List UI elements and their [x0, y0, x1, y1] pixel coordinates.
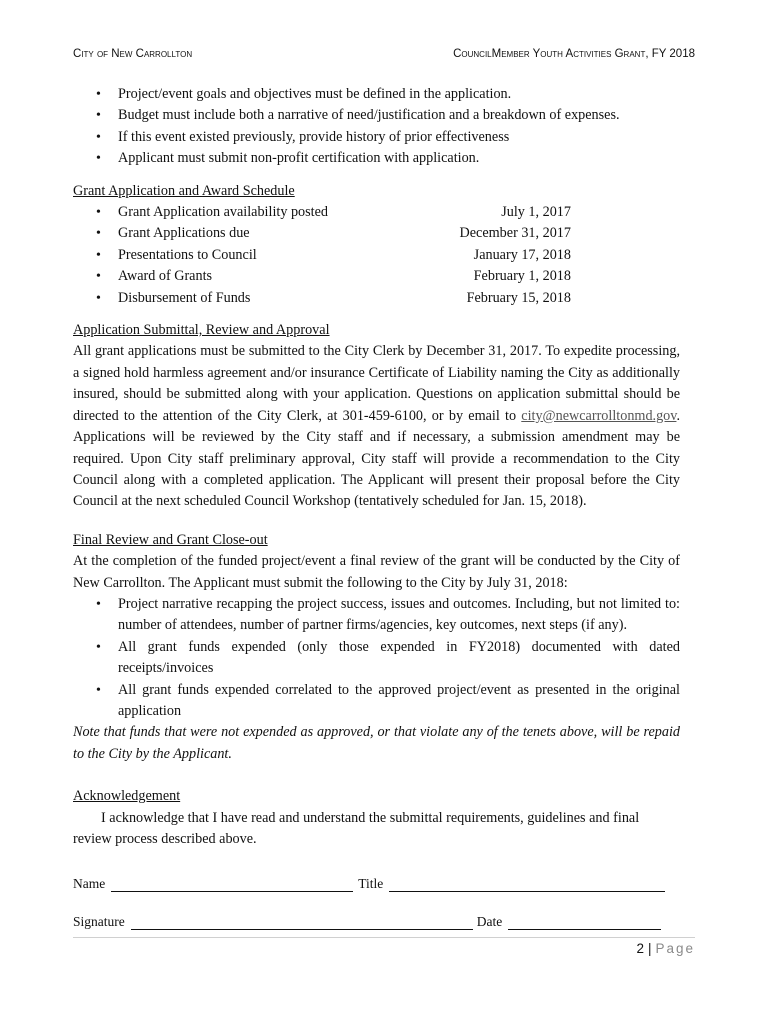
field-row	[73, 872, 680, 892]
final-review-intro: At the completion of the funded project/event a final review of the grant will be conducted by the City of New Carrollton. The Applicant must submit the following to the City by July 31, 2018:	[73, 553, 680, 591]
list-item: • If this event existed previously, provide history of prior effectiveness	[73, 127, 680, 148]
schedule-label: • Disbursement of Funds	[118, 289, 251, 306]
signature-field[interactable]	[131, 915, 473, 930]
email-link[interactable]: city@newcarrolltonmd.gov	[521, 407, 677, 424]
submittal-text-before: All grant applications must be submitted to the City Clerk by December 31, 2017. To expedite processing, a signed hold harmless agreement and/or insurance Certificate of Liability naming the City as additionally insured, should be submitted along with your application. Questions on application submittal should be directed to the attention of the City Clerk, at 301-459-6100, or by email to	[73, 343, 680, 424]
schedule-label: • Grant Application availability posted	[118, 204, 329, 221]
field-row	[73, 910, 680, 930]
page-separator: |	[647, 941, 652, 956]
name-label: Name	[73, 876, 106, 891]
title-label: Title	[358, 876, 384, 891]
date-label: Date	[476, 914, 503, 929]
page-number	[636, 941, 695, 956]
header-grant-title: CouncilMember Youth Activities Grant, FY 2018	[453, 48, 695, 60]
schedule-item	[73, 266, 571, 287]
title-field[interactable]	[389, 877, 665, 892]
date-field[interactable]	[508, 915, 661, 930]
schedule-heading: Grant Application and Award Schedule	[73, 182, 295, 199]
header-city-name: City of New Carrollton	[73, 48, 193, 60]
schedule-list	[73, 202, 680, 309]
list-item: • All grant funds expended correlated to the approved project/event as presented in the original application	[73, 680, 680, 723]
list-item: • All grant funds expended (only those expended in FY2018) documented with dated receipts/invoices	[73, 637, 680, 680]
signature-date-row	[73, 910, 680, 930]
schedule-label: • Award of Grants	[118, 268, 213, 285]
acknowledgement-text: I acknowledge that I have read and understand the submittal requirements, guidelines and final review process described above.	[73, 809, 640, 847]
list-item: • Budget must include both a narrative of need/justification and a breakdown of expenses.	[73, 105, 680, 126]
final-review-heading: Final Review and Grant Close-out	[73, 531, 268, 548]
schedule-item	[73, 245, 571, 266]
schedule-date: February 15, 2018	[466, 289, 571, 306]
submittal-heading: Application Submittal, Review and Approval	[73, 322, 330, 339]
name-title-row	[73, 872, 680, 892]
document-body	[73, 84, 680, 850]
submittal-paragraph	[73, 341, 680, 512]
submittal-text-after: . Applications will be reviewed by the City staff and if necessary, a submission amendment may be required. Upon City staff preliminary approval, City staff will provide a recommendation to the City Council along with a completed application. The Applicant will present their proposal before the City Council at the next scheduled Council Workshop (tentatively scheduled for Jan. 15, 2018).	[73, 407, 680, 510]
schedule-label: • Grant Applications due	[118, 225, 250, 242]
schedule-item	[73, 202, 571, 223]
schedule-item	[73, 288, 571, 309]
signature-label: Signature	[73, 914, 125, 929]
schedule-date: February 1, 2018	[473, 268, 571, 285]
schedule-item	[73, 223, 571, 244]
page-header	[73, 48, 695, 66]
repayment-note: Note that funds that were not expended as approved, or that violate any of the tenets above, will be repaid to the City by the Applicant.	[73, 724, 680, 762]
list-item: • Project narrative recapping the project success, issues and outcomes. Including, but not limited to: number of attendees, number of partner firms/agencies, key outcomes, next steps (if any).	[73, 594, 680, 637]
schedule-date: December 31, 2017	[459, 225, 571, 242]
footer-divider	[73, 937, 695, 938]
schedule-label: • Presentations to Council	[118, 246, 257, 263]
schedule-date: January 17, 2018	[473, 246, 571, 263]
closeout-list	[73, 594, 680, 722]
page-word: Page	[655, 941, 695, 956]
page-number-value: 2	[636, 941, 644, 956]
list-item: • Applicant must submit non-profit certification with application.	[73, 148, 680, 169]
schedule-date: July 1, 2017	[501, 204, 571, 221]
list-item: • Project/event goals and objectives must be defined in the application.	[73, 84, 680, 105]
requirements-list	[73, 84, 680, 170]
acknowledgement-heading: Acknowledgement	[73, 788, 181, 805]
name-field[interactable]	[111, 877, 353, 892]
